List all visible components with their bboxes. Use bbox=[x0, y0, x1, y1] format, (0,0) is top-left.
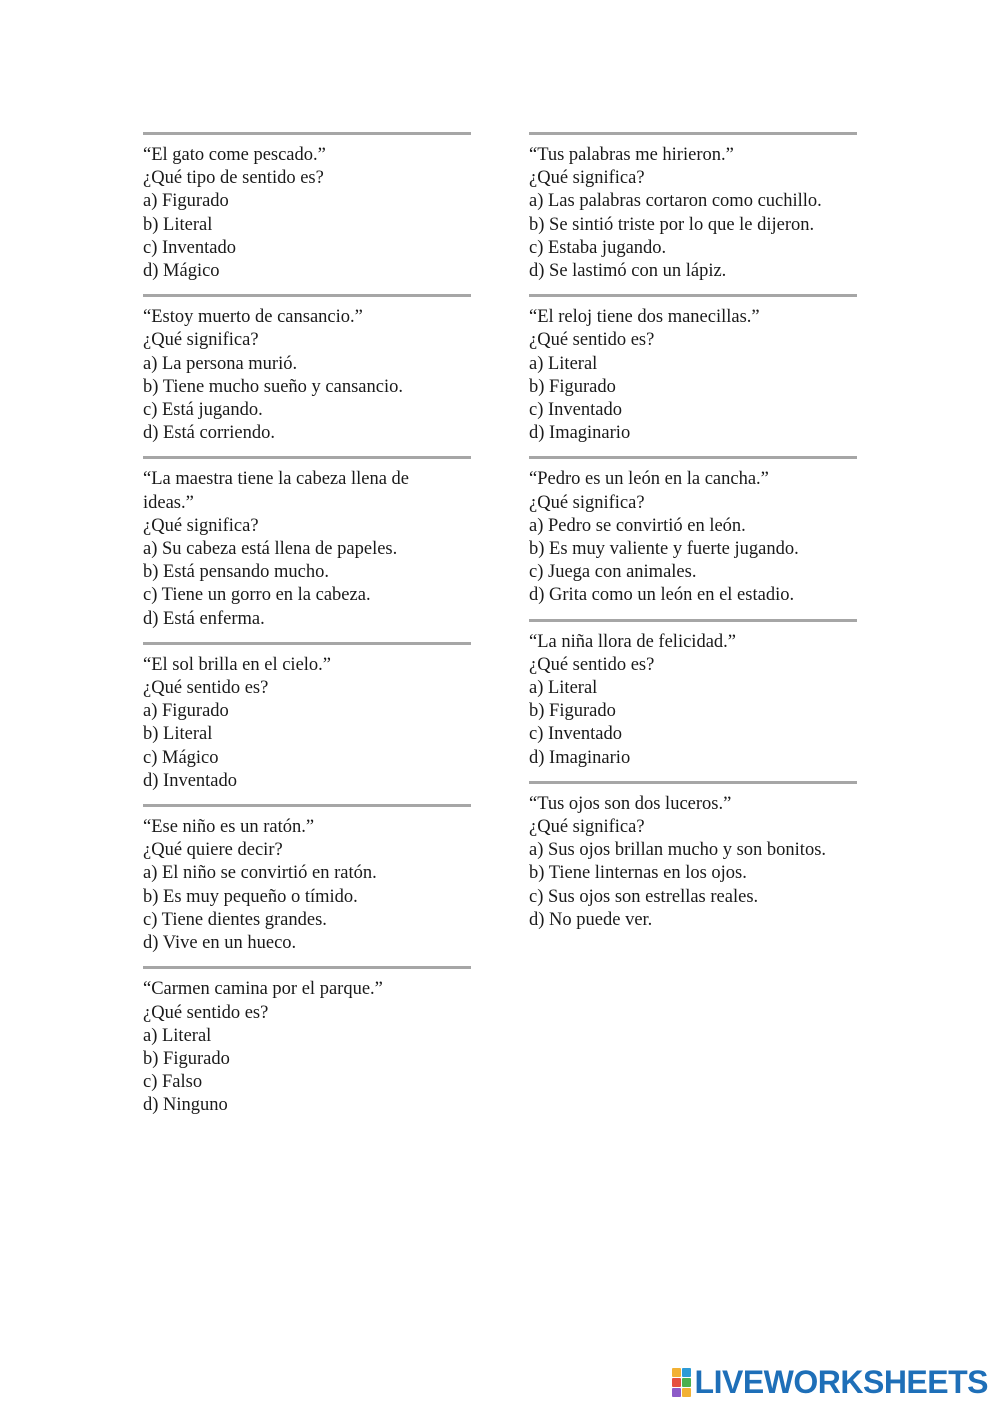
answer-option: a) Figurado bbox=[143, 701, 229, 722]
question-block bbox=[143, 294, 471, 456]
logo-mark-tile bbox=[682, 1388, 691, 1397]
answer-option: b) Tiene linternas en los ojos. bbox=[529, 863, 747, 884]
logo-mark-tile bbox=[682, 1368, 691, 1377]
answer-option: c) Mágico bbox=[143, 747, 219, 768]
answer-option: b) Es muy valiente y fuerte jugando. bbox=[529, 539, 799, 560]
logo-mark-tile bbox=[672, 1378, 681, 1387]
question-block bbox=[529, 456, 857, 618]
answer-option: c) Está jugando. bbox=[143, 400, 263, 421]
liveworksheets-logo bbox=[672, 1363, 988, 1400]
answer-option: d) Se lastimó con un lápiz. bbox=[529, 261, 727, 282]
question-statement: “El reloj tiene dos manecillas.” bbox=[529, 307, 760, 328]
question-block bbox=[143, 642, 471, 804]
answer-option: a) El niño se convirtió en ratón. bbox=[143, 863, 377, 884]
answer-option: a) Sus ojos brillan mucho y son bonitos. bbox=[529, 840, 827, 861]
question-statement: “Estoy muerto de cansancio.” bbox=[143, 307, 363, 328]
answer-option: b) Literal bbox=[143, 724, 213, 745]
question-prompt: ¿Qué tipo de sentido es? bbox=[143, 168, 324, 189]
right-question-column bbox=[529, 132, 857, 943]
answer-option: a) Literal bbox=[529, 353, 598, 374]
question-block bbox=[143, 804, 471, 966]
question-statement: “Carmen camina por el parque.” bbox=[143, 979, 383, 1000]
question-prompt: ¿Qué sentido es? bbox=[143, 1002, 269, 1023]
left-question-column bbox=[143, 132, 471, 1129]
answer-option: b) Figurado bbox=[529, 701, 616, 722]
answer-option: c) Falso bbox=[143, 1072, 203, 1093]
question-statement: “Pedro es un león en la cancha.” bbox=[529, 469, 769, 490]
question-block bbox=[143, 966, 471, 1128]
question-block bbox=[529, 781, 857, 943]
question-prompt: ¿Qué significa? bbox=[529, 817, 645, 838]
question-prompt: ¿Qué significa? bbox=[143, 330, 259, 351]
question-prompt: ¿Qué quiere decir? bbox=[143, 840, 283, 861]
question-prompt: ¿Qué sentido es? bbox=[143, 678, 269, 699]
answer-option: c) Estaba jugando. bbox=[529, 237, 667, 258]
question-prompt: ¿Qué sentido es? bbox=[529, 330, 655, 351]
answer-option: c) Inventado bbox=[529, 400, 622, 421]
logo-mark-tile bbox=[672, 1388, 681, 1397]
logo-mark-tile bbox=[682, 1378, 691, 1387]
question-statement: “La niña llora de felicidad.” bbox=[529, 631, 736, 652]
question-prompt: ¿Qué significa? bbox=[143, 515, 259, 536]
question-block bbox=[529, 619, 857, 781]
question-block bbox=[143, 456, 471, 641]
question-prompt: ¿Qué significa? bbox=[529, 492, 645, 513]
answer-option: c) Juega con animales. bbox=[529, 562, 697, 583]
question-block bbox=[143, 132, 471, 294]
answer-option: d) Mágico bbox=[143, 261, 220, 282]
answer-option: a) Su cabeza está llena de papeles. bbox=[143, 539, 398, 560]
answer-option: b) Es muy pequeño o tímido. bbox=[143, 886, 358, 907]
answer-option: a) La persona murió. bbox=[143, 353, 298, 374]
question-prompt: ¿Qué significa? bbox=[529, 168, 645, 189]
answer-option: d) Ninguno bbox=[143, 1095, 228, 1116]
answer-option: b) Figurado bbox=[143, 1048, 230, 1069]
answer-option: d) Vive en un hueco. bbox=[143, 933, 297, 954]
answer-option: a) Literal bbox=[529, 678, 598, 699]
answer-option: a) Pedro se convirtió en león. bbox=[529, 515, 746, 536]
logo-mark-icon bbox=[672, 1368, 691, 1397]
logo-mark-tile bbox=[672, 1368, 681, 1377]
question-statement: “La maestra tiene la cabeza llena de bbox=[143, 469, 410, 490]
question-block bbox=[529, 294, 857, 456]
answer-option: a) Figurado bbox=[143, 191, 229, 212]
answer-option: b) Se sintió triste por lo que le dijeron. bbox=[529, 214, 815, 235]
question-statement: “Tus ojos son dos luceros.” bbox=[529, 793, 732, 814]
answer-option: a) Literal bbox=[143, 1025, 212, 1046]
question-prompt: ¿Qué sentido es? bbox=[529, 654, 655, 675]
question-statement: “Ese niño es un ratón.” bbox=[143, 817, 315, 838]
answer-option: a) Las palabras cortaron como cuchillo. bbox=[529, 191, 822, 212]
question-statement: ideas.” bbox=[143, 492, 194, 513]
question-statement: “El sol brilla en el cielo.” bbox=[143, 654, 332, 675]
question-block bbox=[529, 132, 857, 294]
answer-option: d) Está corriendo. bbox=[143, 423, 276, 444]
answer-option: c) Tiene dientes grandes. bbox=[143, 909, 327, 930]
answer-option: d) Imaginario bbox=[529, 423, 631, 444]
answer-option: b) Está pensando mucho. bbox=[143, 562, 329, 583]
answer-option: c) Inventado bbox=[529, 724, 622, 745]
answer-option: d) No puede ver. bbox=[529, 909, 653, 930]
answer-option: d) Imaginario bbox=[529, 747, 631, 768]
answer-option: d) Está enferma. bbox=[143, 608, 265, 629]
answer-option: d) Inventado bbox=[143, 770, 238, 791]
answer-option: c) Sus ojos son estrellas reales. bbox=[529, 886, 759, 907]
logo-text: LIVEWORKSHEETS bbox=[694, 1363, 988, 1400]
answer-option: d) Grita como un león en el estadio. bbox=[529, 585, 795, 606]
answer-option: c) Tiene un gorro en la cabeza. bbox=[143, 585, 371, 606]
question-statement: “Tus palabras me hirieron.” bbox=[529, 145, 734, 165]
answer-option: b) Figurado bbox=[529, 376, 616, 397]
answer-option: b) Literal bbox=[143, 214, 213, 235]
answer-option: c) Inventado bbox=[143, 237, 236, 258]
question-statement: “El gato come pescado.” bbox=[143, 145, 326, 165]
answer-option: b) Tiene mucho sueño y cansancio. bbox=[143, 376, 403, 397]
